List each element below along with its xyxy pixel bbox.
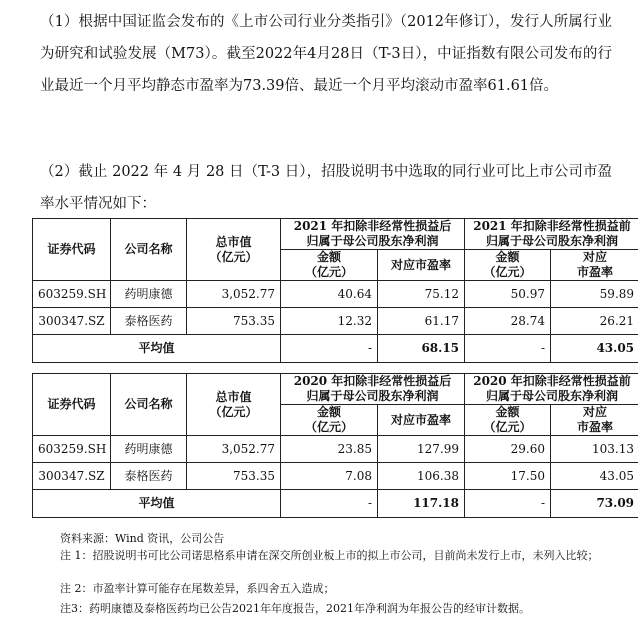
average-row: 平均值 - 68.15 - 43.05 xyxy=(33,335,638,363)
table-row: 300347.SZ 泰格医药 753.35 12.32 61.17 28.74 26.21 xyxy=(33,308,638,335)
paragraph-comparable-intro: （2）截止 2022 年 4 月 28 日（T-3 日），招股说明书中选取的同行业可比上市公司市盈率水平情况如下： xyxy=(40,164,612,212)
table-row: 300347.SZ 泰格医药 753.35 7.08 106.38 17.50 43.05 xyxy=(33,463,638,490)
table-row: 603259.SH 药明康德 3,052.77 23.85 127.99 29.60 103.13 xyxy=(33,436,638,463)
comparable-pe-table-2020 xyxy=(32,373,638,518)
note-2: 注 2：市盈率计算可能存在尾数差异，系四舍五入造成； xyxy=(60,582,335,595)
header-2021-after: 2021 年扣除非经常性损益后 归属于母公司股东净利润 xyxy=(281,219,465,250)
header-2020-before: 2020 年扣除非经常性损益前 归属于母公司股东净利润 xyxy=(465,374,638,405)
header-amount: 金额 （亿元） xyxy=(281,405,378,436)
header-amount: 金额 （亿元） xyxy=(281,250,378,281)
header-amount: 金额 （亿元） xyxy=(465,250,551,281)
paragraph-industry-pe: （1）根据中国证监会发布的《上市公司行业分类指引》（2012年修订），发行人所属行业为研究和试验发展（M73）。截至2022年4月28日（T-3日），中证指数有限公司发布的行业最近一个月平均静态市盈率为73.39倍、最近一个月平均滚动市盈率61.61倍。 xyxy=(40,14,612,94)
header-name: 公司名称 xyxy=(111,374,187,436)
average-row: 平均值 - 117.18 - 73.09 xyxy=(33,490,638,518)
header-pe: 对应市盈率 xyxy=(378,250,465,281)
header-code: 证券代码 xyxy=(33,374,111,436)
header-2021-before: 2021 年扣除非经常性损益前 归属于母公司股东净利润 xyxy=(465,219,638,250)
comparable-pe-table-2021 xyxy=(32,218,638,363)
note-source: 资料来源：Wind 资讯，公司公告 xyxy=(60,532,225,545)
header-2020-after: 2020 年扣除非经常性损益后 归属于母公司股东净利润 xyxy=(281,374,465,405)
note-3: 注3：药明康德及泰格医药均已公告2021年年度报告，2021年净利润为年报公告的经审计数据。 xyxy=(60,602,530,615)
header-mktcap: 总市值 （亿元） xyxy=(187,219,281,281)
table-row: 603259.SH 药明康德 3,052.77 40.64 75.12 50.97 59.89 xyxy=(33,281,638,308)
header-pe: 对应市盈率 xyxy=(378,405,465,436)
header-code: 证券代码 xyxy=(33,219,111,281)
header-name: 公司名称 xyxy=(111,219,187,281)
header-pe: 对应 市盈率 xyxy=(551,405,638,436)
header-pe: 对应 市盈率 xyxy=(551,250,638,281)
header-mktcap: 总市值 （亿元） xyxy=(187,374,281,436)
header-amount: 金额 （亿元） xyxy=(465,405,551,436)
note-1: 注 1：招股说明书可比公司诺思格系申请在深交所创业板上市的拟上市公司，目前尚未发行上市，未列入比较； xyxy=(60,549,599,562)
